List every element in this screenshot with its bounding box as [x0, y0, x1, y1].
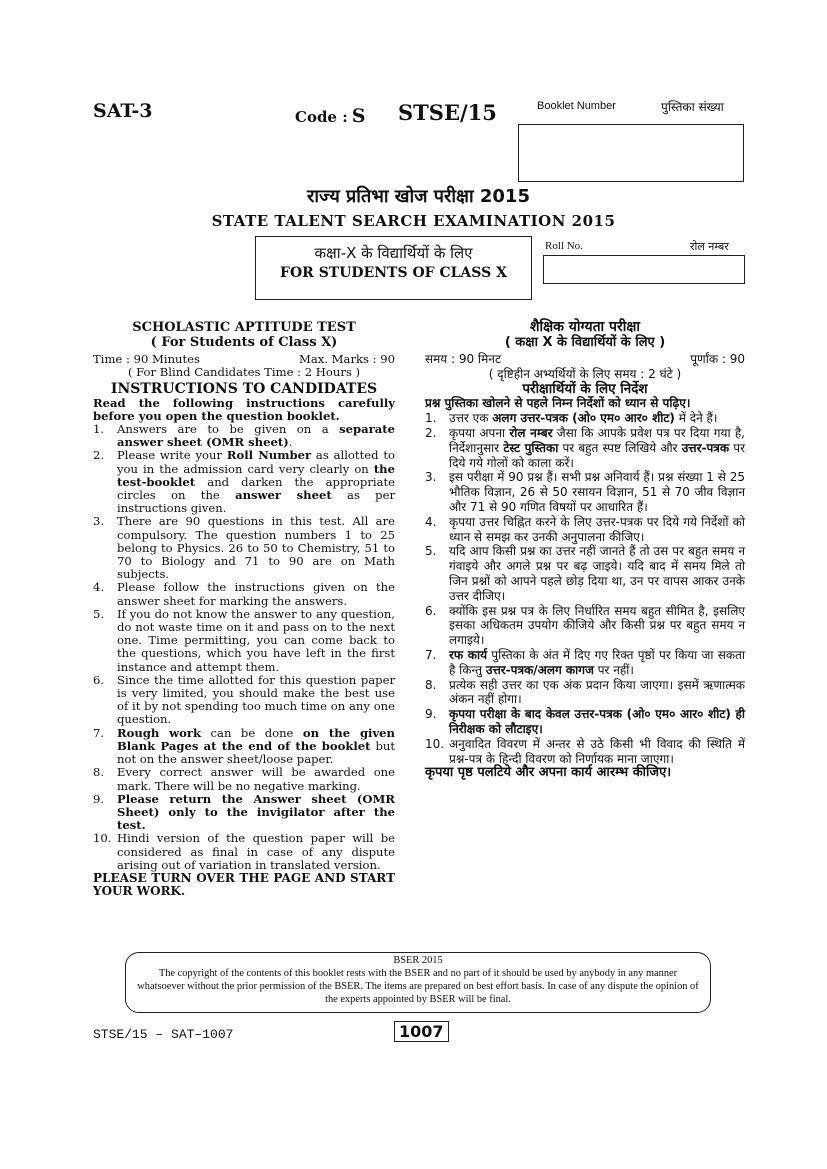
instruction-text: कृपया परीक्षा के बाद केवल उत्तर-पत्रक (ओ० एम० आर० शीट) ही निरीक्षक को लौटाइए।: [449, 707, 745, 736]
max-marks-hindi: पूर्णांक : 90: [690, 352, 745, 366]
time-english: Time : 90 Minutes: [93, 352, 200, 366]
sat-label: SAT-3: [93, 100, 153, 122]
english-instructions: [93, 320, 395, 898]
instruction-item: [425, 678, 745, 708]
instruction-item: [425, 544, 745, 603]
instruction-number: 1.: [425, 411, 437, 426]
test-subtitle-english: ( For Students of Class X): [150, 335, 338, 350]
instruction-number: 4.: [425, 514, 437, 529]
instruction-number: 4.: [93, 580, 105, 595]
instruction-text: If you do not know the answer to any question, do not waste time on it and pass on to the next one. Time permitting, you can come back to the questions, which you have left in the first instance and attempt them.: [117, 606, 395, 674]
class-box: [255, 236, 532, 300]
instruction-number: 9.: [425, 707, 437, 722]
closing-hindi: कृपया पृष्ठ पलटिये और अपना कार्य आरम्भ कीजिए।: [425, 765, 672, 781]
instruction-text: अनुवादित विवरण में अन्तर से उठे किसी भी विवाद की स्थिति में प्रश्न-पत्र के हिन्दी विवरण को निर्णायक माना जाएगा।: [449, 736, 745, 766]
instruction-item: [93, 766, 395, 792]
roll-number-label: Roll No.: [545, 240, 583, 252]
instruction-text: Please return the Answer sheet (OMR Sheet) only to the invigilator after the test.: [117, 791, 395, 833]
instruction-item: [425, 426, 745, 470]
instruction-list-hindi: [425, 411, 745, 766]
instruction-text: इस परीक्षा में 90 प्रश्न हैं। सभी प्रश्न अनिवार्य हैं। प्रश्न संख्या 1 से 25 भौतिक विज्ञान, 26 से 50 रसायन विज्ञान, 51 से 70 जीव विज्ञान और 71 से 90 गणित विषयों पर आधारित हैं।: [449, 470, 745, 514]
max-marks-english: Max. Marks : 90: [298, 352, 395, 366]
instruction-number: 8.: [93, 765, 105, 780]
instructions-title-english: INSTRUCTIONS TO CANDIDATES: [110, 381, 378, 398]
instruction-text: Rough work can be done on the given Blank Pages at the end of the booklet but not on the answer sheet/loose paper.: [117, 725, 395, 767]
footer-code: STSE/15 – SAT–1007: [93, 1027, 234, 1042]
instruction-item: [425, 515, 745, 545]
instruction-number: 3.: [93, 514, 105, 529]
instruction-text: उत्तर एक अलग उत्तर-पत्रक (ओ० एम० आर० शीट) में देने हैं।: [449, 411, 718, 426]
paper-code: STSE/15: [398, 100, 497, 125]
roll-number-label-hindi: रोल नम्बर: [690, 240, 729, 253]
page-number: 1007: [394, 1021, 449, 1042]
instruction-text: Every correct answer will be awarded one mark. There will be no negative marking.: [117, 765, 395, 793]
instruction-text: There are 90 questions in this test. All are compulsory. The question numbers 1 to 25 belong to Physics. 26 to 50 to Chemistry, 51 to 70 to Biology and 71 to 90 are on Math subjects.: [117, 514, 395, 582]
instruction-number: 5.: [93, 606, 105, 621]
instruction-number: 1.: [93, 422, 105, 437]
instruction-text: Since the time allotted for this question paper is very limited, you should make the best use of it by not spending too much time on any one question.: [117, 672, 395, 727]
instruction-number: 9.: [93, 791, 105, 806]
instruction-list-english: [93, 423, 395, 872]
exam-title-hindi: राज्य प्रतिभा खोज परीक्षा 2015: [307, 186, 530, 207]
closing-english: PLEASE TURN OVER THE PAGE AND START YOUR WORK.: [93, 870, 395, 899]
booklet-number-label-hindi: पुस्तिका संख्या: [661, 100, 724, 114]
instruction-text: Answers are to be given on a separate answer sheet (OMR sheet).: [117, 422, 395, 450]
instruction-item: [425, 604, 745, 648]
instruction-item: [93, 515, 395, 581]
instruction-item: [93, 581, 395, 607]
instruction-item: [93, 423, 395, 449]
blind-time-english: ( For Blind Candidates Time : 2 Hours ): [127, 365, 361, 380]
instruction-item: [425, 470, 745, 514]
instruction-text: प्रत्येक सही उत्तर का एक अंक प्रदान किया जाएगा। इसमें ऋणात्मक अंकन नहीं होगा।: [449, 677, 745, 707]
test-subtitle-hindi: ( कक्षा X के विद्यार्थियों के लिए ): [504, 335, 666, 350]
test-name-english: SCHOLASTIC APTITUDE TEST: [132, 320, 356, 335]
instruction-text: Hindi version of the question paper will be considered as final in case of any dispute arising out of variation in translated version.: [117, 831, 395, 872]
instruction-item: [93, 793, 395, 833]
instruction-number: 3.: [425, 470, 437, 485]
booklet-number-label: Booklet Number: [537, 100, 616, 112]
instruction-number: 8.: [425, 677, 437, 692]
blind-time-hindi: ( दृष्टिहीन अभ्यर्थियों के लिए समय : 2 घंटे ): [488, 366, 682, 381]
instruction-item: [93, 449, 395, 515]
instruction-item: [93, 608, 395, 674]
instruction-number: 6.: [425, 603, 437, 618]
instruction-text: कृपया उत्तर चिह्नित करने के लिए उत्तर-पत्रक पर दिये गये निर्देशों को ध्यान से समझ कर उनकी अनुपालना कीजिए।: [449, 514, 745, 544]
instruction-text: Please follow the instructions given on the answer sheet for marking the answers.: [117, 580, 395, 608]
code-label: [295, 105, 365, 127]
instructions-title-hindi: परीक्षार्थियों के लिए निर्देश: [522, 380, 648, 397]
instruction-item: [425, 411, 745, 426]
instruction-text: क्योंकि इस प्रश्न पत्र के लिए निर्धारित समय बहुत सीमित है, इसलिए इसका अधिकतम उपयोग कीजिये और किसी प्रश्न पर बहुत समय न लगाइये।: [449, 603, 745, 648]
test-name-hindi: शैक्षिक योग्यता परीक्षा: [529, 319, 641, 335]
instruction-item: [93, 674, 395, 727]
class-label-english: FOR STUDENTS OF CLASS X: [280, 265, 507, 281]
instructions-intro-hindi: प्रश्न पुस्तिका खोलने से पहले निम्न निर्देशों को ध्यान से पढ़िए।: [425, 396, 691, 411]
instruction-item: [425, 707, 745, 737]
instruction-number: 10.: [425, 736, 445, 751]
instruction-number: 7.: [93, 725, 105, 740]
instruction-number: 7.: [425, 647, 437, 662]
class-label-hindi: कक्षा-X के विद्यार्थियों के लिए: [314, 244, 473, 262]
instruction-item: [425, 737, 745, 767]
instruction-item: [93, 727, 395, 767]
instruction-item: [93, 832, 395, 872]
instruction-number: 2.: [425, 425, 437, 440]
instruction-text: रफ कार्य पुस्तिका के अंत में दिए गए रिक्त पृष्ठों पर किया जा सकता है किन्तु उत्तर-पत्रक/अलग कागज पर नहीं।: [449, 647, 746, 677]
copyright-title: BSER 2015: [393, 955, 443, 966]
instruction-number: 2.: [93, 448, 105, 463]
instruction-text: Please write your Roll Number as allotted to you in the admission card very clearly on the test-booklet and darken the appropriate circles on the answer sheet as per instructions given.: [117, 448, 396, 516]
instruction-text: कृपया अपना रोल नम्बर जैसा कि आपके प्रवेश पत्र पर दिया गया है, निर्देशानुसार टेस्ट पुस्तिका पर बहुत स्पष्ट लिखिये और उत्तर-पत्रक पर दिये गये गोलों को काला करें।: [449, 425, 746, 470]
code-label-text: Code :: [295, 108, 348, 126]
instruction-number: 10.: [93, 831, 112, 846]
instruction-item: [425, 648, 745, 678]
code-value: S: [351, 105, 366, 127]
hindi-instructions: [425, 320, 745, 781]
instruction-number: 5.: [425, 544, 437, 559]
copyright-notice: [125, 952, 711, 1013]
copyright-text: The copyright of the contents of this booklet rests with the BSER and no part of it should be used by anybody in any manner whatsoever without the prior permission of the BSER. The items are prepared on best effort basis. In case of any dispute the opinion of the experts appointed by BSER will be final.: [137, 968, 699, 1005]
instructions-intro-english: Read the following instructions carefully before you open the question booklet.: [93, 395, 395, 423]
roll-number-field[interactable]: [543, 255, 745, 284]
instruction-number: 6.: [93, 672, 105, 687]
exam-title-english: STATE TALENT SEARCH EXAMINATION 2015: [211, 212, 616, 230]
instruction-text: यदि आप किसी प्रश्न का उत्तर नहीं जानते हैं तो उस पर बहुत समय न गंवाइये और अगले प्रश्न पर बढ़ जाइये। यदि बाद में समय मिले तो जिन प्रश्नों को आपने पहले छोड़ दिया था, उन पर वापस आकर उनके उत्तर दीजिए।: [449, 544, 745, 603]
time-hindi: समय : 90 मिनट: [425, 352, 501, 366]
booklet-number-field[interactable]: [518, 124, 744, 182]
